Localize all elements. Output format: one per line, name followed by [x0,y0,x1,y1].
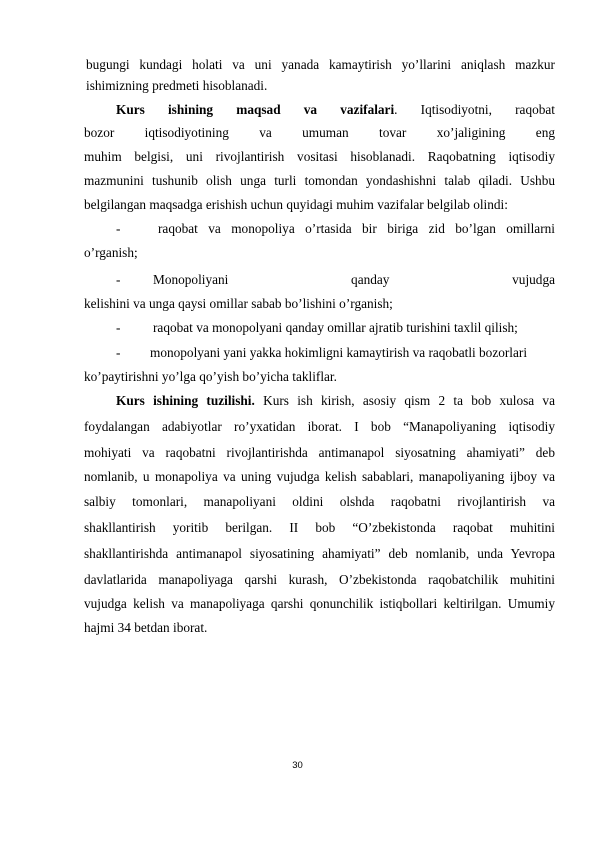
structure-line-4: nomlanib, u monapoliya va uning vujudga kelish sabablari, manapoliyaning ijboy va [84,469,555,484]
list-dash-2: - [116,272,121,287]
list-dash-4: - [116,345,121,360]
structure-line-2: foydalangan adabiyotlar ro’yxatidan iborat. I bob “Manapoliyaning iqtisodiy [84,419,555,434]
intro-line-1: bugungi kundagi holati va uni yanada kamaytirish yo’llarini aniqlash mazkur [86,57,555,72]
structure-paragraph-line-1 [116,391,555,411]
list-item-4-line-2: ko’paytirishni yo’lga qo’yish bo’yicha takliflar. [84,369,337,384]
tasks-line-2: bozor iqtisodiyotining va umuman tovar xo’jaligining eng [84,125,555,140]
list-item-1-line-2: o’rganish; [84,245,138,260]
list-item-1-line-1: raqobat va monopoliya o’rtasida bir biriga zid bo’lgan omillarni [158,221,555,236]
tasks-line-4: mazmunini tushunib olish unga turli tomondan yondashishni talab qiladi. Ushbu [84,173,555,188]
structure-line-6: shakllantirish yoritib berilgan. II bob “O’zbekistonda raqobat muhitini [84,520,555,535]
structure-line-7: shakllantirishda antimanapol siyosatining ahamiyati” deb nomlanib, unda Yevropa [84,546,555,561]
structure-line-10: hajmi 34 betdan iborat. [84,620,208,635]
tasks-line-5: belgilangan maqsadga erishish uchun quyidagi muhim vazifalar belgilab olindi: [84,197,508,212]
structure-heading: Kurs ishining tuzilishi. [116,393,255,408]
list-item-2-line-2: kelishini va unga qaysi omillar sabab bo’lishini o’rganish; [84,296,393,311]
intro-line-2: ishimizning predmeti hisoblanadi. [86,78,268,93]
structure-line-3: mohiyati va raqobatni rivojlantirishda antimanapol siyosatning ahamiyati” deb [84,445,555,460]
list-dash-3: - [116,320,121,335]
structure-line-9: vujudga kelish va manapoliyaga qarshi qonunchilik istiqbollari keltirilgan. Umumiy [84,596,555,611]
page-number: 30 [292,760,303,771]
tasks-paragraph-line-1 [116,100,555,120]
structure-line-5: salbiy tomonlari, manapoliyani oldini olshda raqobatni rivojlantirish va [84,494,555,509]
list-item-4-line-1: monopolyani yani yakka hokimligni kamaytirish va raqobatli bozorlari [150,345,528,360]
structure-line-8: davlatlarida manapoliyaga qarshi kurash, O’zbekistonda raqobatchilik muhitini [84,572,555,587]
structure-line-1-text: Kurs ish kirish, asosiy qism 2 ta bob xulosa va [254,393,555,408]
tasks-line-1-text: . Iqtisodiyotni, raqobat [394,102,555,117]
tasks-line-3: muhim belgisi, uni rivojlantirish vositasi hisoblanadi. Raqobatning iqtisodiy [84,149,555,164]
list-item-3-line-1: raqobat va monopolyani qanday omillar ajratib turishini taxlil qilish; [153,320,518,335]
tasks-heading: Kurs ishining maqsad va vazifalari [116,102,395,117]
list-item-2-line-1: Monopoliyani qanday vujudga [153,272,555,287]
list-dash-1: - [116,221,121,236]
